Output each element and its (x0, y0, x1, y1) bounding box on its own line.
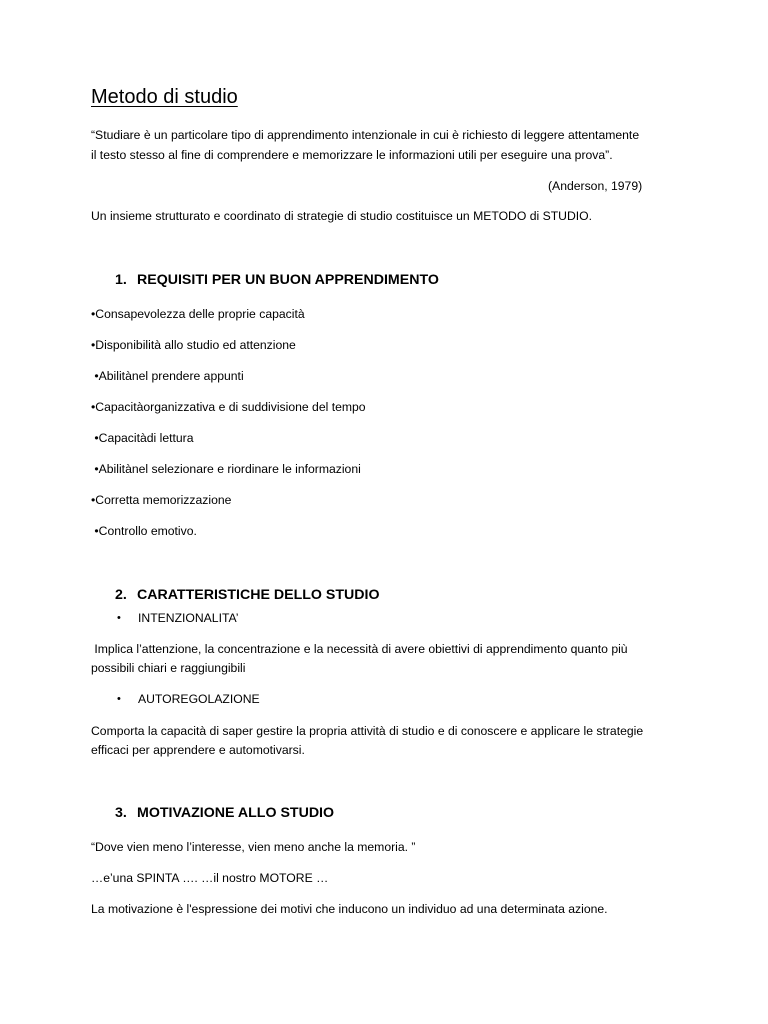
section-2-number: 2. (115, 587, 127, 603)
motivazione-quote: “Dove vien meno l’interesse, vien meno anche la memoria. ” (91, 840, 416, 854)
section-1-heading (115, 272, 439, 288)
quote-line-1: “Studiare è un particolare tipo di apprendimento intenzionale in cui è richiesto di leggere attentamente (91, 128, 640, 142)
list-item: •Disponibilità allo studio ed attenzione (91, 338, 296, 352)
list-item: •Abilitànel selezionare e riordinare le informazioni (91, 462, 361, 476)
motivazione-line-3: La motivazione è l'espressione dei motivi che inducono un individuo ad una determinata azione. (91, 902, 608, 916)
autoregolazione-line-2: efficaci per apprendere e automotivarsi. (91, 743, 305, 757)
list-item: •Capacitàdi lettura (91, 431, 194, 445)
section-1-number: 1. (115, 272, 127, 288)
list-item: •Corretta memorizzazione (91, 493, 232, 507)
quote-line-2: il testo stesso al fine di comprendere e memorizzare le informazioni utili per eseguire una prova”. (91, 148, 613, 162)
bullet-icon: • (117, 612, 121, 624)
quote-citation: (Anderson, 1979) (548, 179, 643, 193)
section-3-title: MOTIVAZIONE ALLO STUDIO (137, 805, 335, 821)
bullet-icon: • (117, 693, 121, 705)
section-3-heading (115, 805, 334, 821)
section-3-number: 3. (115, 805, 127, 821)
section-2-heading (115, 587, 380, 603)
list-item: •Controllo emotivo. (91, 524, 197, 538)
list-item: •Consapevolezza delle proprie capacità (91, 307, 305, 321)
intenzionalita-line-2: possibili chiari e raggiungibili (91, 661, 246, 675)
intro-paragraph: Un insieme strutturato e coordinato di strategie di studio costituisce un METODO di STUDIO. (91, 209, 593, 223)
autoregolazione-line-1: Comporta la capacità di saper gestire la propria attività di studio e di conoscere e applicare le strategie (91, 724, 644, 738)
subsection-autoregolazione-label: AUTOREGOLAZIONE (138, 692, 260, 706)
section-1-title: REQUISITI PER UN BUON APPRENDIMENTO (137, 272, 439, 288)
subsection-intenzionalita-label: INTENZIONALITA’ (138, 611, 239, 625)
intenzionalita-line-1: Implica l’attenzione, la concentrazione e la necessità di avere obiettivi di apprendimento quanto più (91, 642, 628, 656)
list-item: •Abilitànel prendere appunti (91, 369, 244, 383)
list-item: •Capacitàorganizzativa e di suddivisione del tempo (91, 400, 366, 414)
document-title: Metodo di studio (91, 86, 238, 108)
motivazione-line-2: …e’una SPINTA …. …il nostro MOTORE … (91, 871, 329, 885)
section-2-title: CARATTERISTICHE DELLO STUDIO (137, 587, 380, 603)
